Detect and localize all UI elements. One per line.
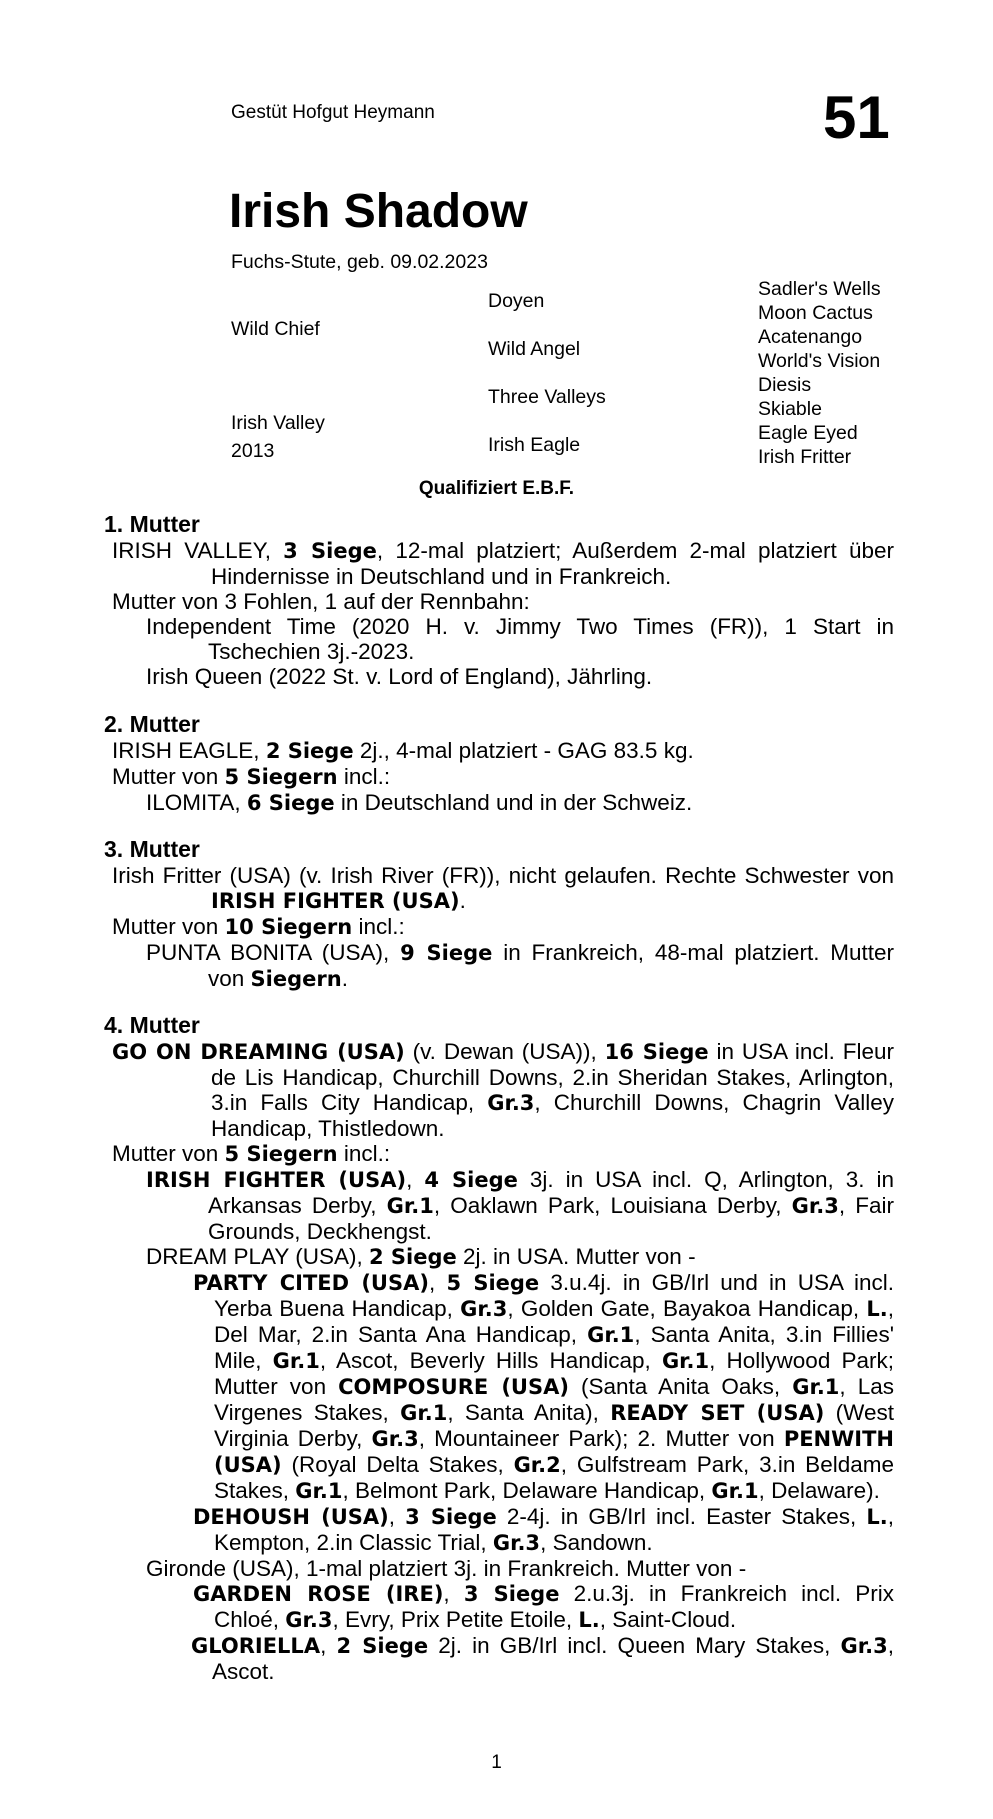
bold-text-run: Gr.3 bbox=[371, 1427, 419, 1451]
section-heading: 3. Mutter bbox=[104, 836, 200, 862]
pedigree-grandparent: Wild Angel bbox=[488, 338, 581, 360]
text-run: PUNTA BONITA (USA), bbox=[146, 940, 401, 965]
bold-text-run: Gr.3 bbox=[492, 1531, 541, 1555]
bold-text-run: Gr.2 bbox=[513, 1453, 561, 1477]
bold-text-run: IRISH FIGHTER (USA) bbox=[146, 1168, 407, 1192]
bold-text-run: Siegern bbox=[250, 967, 342, 991]
bold-text-run: Gr.1 bbox=[295, 1479, 343, 1503]
grandproduce-entry bbox=[104, 1504, 894, 1556]
text-run: 3j. in USA incl. Q, Arlington, 3. in Arkansas Derby, bbox=[208, 1167, 894, 1218]
bold-text-run: GLORIELLA bbox=[191, 1634, 321, 1658]
text-run: , bbox=[388, 1504, 406, 1529]
bold-text-run: 3 Siege bbox=[283, 539, 377, 563]
pedigree-great-grandparent: Moon Cactus bbox=[758, 302, 873, 324]
pedigree-sire: Wild Chief bbox=[231, 318, 320, 340]
bold-text-run: 5 Siegern bbox=[224, 1142, 338, 1166]
text-run: , Oaklawn Park, Louisiana Derby, bbox=[433, 1193, 792, 1218]
section-fourth-dam bbox=[104, 1012, 894, 1684]
bold-text-run: 4 Siege bbox=[424, 1168, 518, 1192]
text-run: , Santa Anita, 3.in Fillies' Mile, bbox=[214, 1322, 894, 1373]
produce-summary bbox=[104, 764, 894, 790]
grandproduce-entry bbox=[104, 1270, 894, 1504]
bold-text-run: Gr.1 bbox=[587, 1323, 635, 1347]
text-run: DREAM PLAY (USA), bbox=[146, 1244, 369, 1269]
text-run: , Santa Anita), bbox=[447, 1400, 611, 1425]
text-run: , Hollywood Park; Mutter von bbox=[214, 1348, 894, 1399]
text-run: Mutter von bbox=[112, 764, 225, 789]
bold-text-run: Gr.1 bbox=[386, 1194, 434, 1218]
bold-text-run: 5 Siege bbox=[446, 1271, 540, 1295]
text-run: , bbox=[320, 1633, 337, 1658]
pedigree-great-grandparent: World's Vision bbox=[758, 350, 881, 372]
text-run: , Las Virgenes Stakes, bbox=[214, 1374, 894, 1425]
bold-text-run: GO ON DREAMING (USA) bbox=[112, 1040, 405, 1064]
produce-entry bbox=[104, 1244, 894, 1270]
bold-text-run: Gr.1 bbox=[400, 1401, 448, 1425]
text-run: , bbox=[406, 1167, 425, 1192]
section-second-dam bbox=[104, 711, 894, 816]
pedigree-great-grandparent: Sadler's Wells bbox=[758, 278, 881, 300]
bold-text-run: GARDEN ROSE (IRE) bbox=[193, 1582, 444, 1606]
text-run: IRISH EAGLE, bbox=[112, 738, 266, 763]
text-run: , Gulfstream Park, 3.in Beldame Stakes, bbox=[214, 1452, 894, 1503]
text-run: . bbox=[341, 966, 348, 991]
bold-text-run: 6 Siege bbox=[246, 791, 335, 815]
produce-entry bbox=[104, 1556, 894, 1581]
dam-record bbox=[104, 738, 894, 764]
pedigree-great-grandparent: Irish Fritter bbox=[758, 446, 852, 468]
text-run: , Fair Grounds, Deckhengst. bbox=[208, 1193, 894, 1244]
text-run: (v. Dewan (USA)), bbox=[404, 1039, 605, 1064]
text-run: , bbox=[428, 1270, 447, 1295]
text-run: , Saint-Cloud. bbox=[599, 1607, 737, 1632]
bold-text-run: READY SET (USA) bbox=[610, 1401, 825, 1425]
bold-text-run: Gr.3 bbox=[791, 1194, 839, 1218]
text-run: 2.u.3j. in Frankreich incl. Prix Chloé, bbox=[214, 1581, 894, 1632]
bold-text-run: PENWITH (USA) bbox=[214, 1427, 895, 1477]
pedigree-great-grandparent: Eagle Eyed bbox=[758, 422, 858, 444]
section-heading: 4. Mutter bbox=[104, 1012, 200, 1038]
horse-name: Irish Shadow bbox=[229, 185, 528, 238]
text-run: 2j., 4-mal platziert - GAG 83.5 kg. bbox=[353, 738, 694, 763]
text-run: Irish Queen (2022 St. v. Lord of England), Jährling. bbox=[146, 664, 653, 689]
text-run: Gironde (USA), 1-mal platziert 3j. in Frankreich. Mutter von - bbox=[146, 1556, 747, 1581]
text-run: 2-4j. in GB/Irl incl. Easter Stakes, bbox=[496, 1504, 867, 1529]
text-run: 2j. in GB/Irl incl. Queen Mary Stakes, bbox=[428, 1633, 841, 1658]
section-heading: 1. Mutter bbox=[104, 511, 200, 537]
pedigree-grandparent: Doyen bbox=[488, 290, 545, 312]
pedigree-grandparent: Three Valleys bbox=[488, 386, 606, 408]
text-run: Irish Fritter (USA) (v. Irish River (FR)), nicht gelaufen. Rechte Schwester von bbox=[112, 863, 894, 888]
text-run: , Ascot. bbox=[212, 1633, 895, 1684]
dam-record bbox=[104, 538, 894, 589]
text-run: incl.: bbox=[337, 764, 391, 789]
text-run: , Churchill Downs, Chagrin Valley Handicap, Thistledown. bbox=[211, 1090, 894, 1141]
bold-text-run: Gr.1 bbox=[711, 1479, 759, 1503]
horse-subtitle: Fuchs-Stute, geb. 09.02.2023 bbox=[231, 251, 488, 273]
qualification-note: Qualifiziert E.B.F. bbox=[418, 478, 575, 499]
bold-text-run: 2 Siege bbox=[265, 739, 354, 763]
dam-record bbox=[104, 863, 894, 914]
text-run: , 12-mal platziert; Außerdem 2-mal platziert über Hindernisse in Deutschland und in Frankreich. bbox=[211, 538, 895, 589]
section-first-dam bbox=[104, 511, 894, 689]
text-run: ILOMITA, bbox=[146, 790, 247, 815]
text-run: Mutter von bbox=[112, 914, 225, 939]
produce-summary bbox=[104, 589, 894, 614]
text-run: . bbox=[459, 888, 466, 913]
bold-text-run: L. bbox=[866, 1297, 888, 1321]
bold-text-run: 5 Siegern bbox=[224, 765, 338, 789]
bold-text-run: Gr.1 bbox=[792, 1375, 840, 1399]
produce-entry bbox=[104, 614, 894, 664]
produce-entry bbox=[104, 664, 894, 689]
grandproduce-entry bbox=[104, 1581, 894, 1633]
text-run: , Kempton, 2.in Classic Trial, bbox=[214, 1504, 894, 1555]
section-third-dam bbox=[104, 836, 894, 992]
text-run: in Frankreich, 48-mal platziert. Mutter von bbox=[208, 940, 895, 991]
bold-text-run: Gr.1 bbox=[272, 1349, 320, 1373]
bold-text-run: IRISH FIGHTER (USA) bbox=[211, 889, 460, 913]
text-run: 3.u.4j. in GB/Irl und in USA incl. Yerba Buena Handicap, bbox=[214, 1270, 894, 1321]
text-run: IRISH VALLEY, bbox=[112, 538, 284, 563]
pedigree-dam: Irish Valley bbox=[231, 412, 325, 434]
lot-number: 51 bbox=[823, 84, 890, 151]
text-run: , Ascot, Beverly Hills Handicap, bbox=[319, 1348, 662, 1373]
grandproduce-entry bbox=[104, 1633, 894, 1684]
bold-text-run: 3 Siege bbox=[463, 1582, 560, 1606]
page-number: 1 bbox=[491, 1752, 502, 1773]
text-run: , Sandown. bbox=[540, 1530, 653, 1555]
text-run: (Royal Delta Stakes, bbox=[281, 1452, 514, 1477]
bold-text-run: 9 Siege bbox=[400, 941, 493, 965]
text-run: , bbox=[443, 1581, 464, 1606]
bold-text-run: L. bbox=[866, 1505, 888, 1529]
text-run: incl.: bbox=[352, 914, 405, 939]
bold-text-run: 10 Siegern bbox=[224, 915, 353, 939]
bold-text-run: Gr.3 bbox=[487, 1091, 535, 1115]
bold-text-run: Gr.3 bbox=[840, 1634, 888, 1658]
bold-text-run: Gr.3 bbox=[460, 1297, 508, 1321]
text-run: , Golden Gate, Bayakoa Handicap, bbox=[507, 1296, 867, 1321]
bold-text-run: 3 Siege bbox=[405, 1505, 497, 1529]
pedigree-great-grandparent: Skiable bbox=[758, 398, 822, 420]
text-run: 2j. in USA. Mutter von - bbox=[456, 1244, 696, 1269]
bold-text-run: DEHOUSH (USA) bbox=[193, 1505, 389, 1529]
bold-text-run: 2 Siege bbox=[368, 1245, 457, 1269]
pedigree-grandparent: Irish Eagle bbox=[488, 434, 581, 456]
bold-text-run: COMPOSURE (USA) bbox=[338, 1375, 569, 1399]
dam-record bbox=[104, 1039, 894, 1141]
bold-text-run: L. bbox=[578, 1608, 600, 1632]
text-run: Mutter von bbox=[112, 1141, 225, 1166]
text-run: in USA incl. Fleur de Lis Handicap, Churchill Downs, 2.in Sheridan Stakes, Arlington, 3.in Falls City Handicap, bbox=[211, 1039, 895, 1115]
bold-text-run: Gr.1 bbox=[661, 1349, 710, 1373]
text-run: Mutter von 3 Fohlen, 1 auf der Rennbahn: bbox=[112, 589, 530, 614]
bold-text-run: 16 Siege bbox=[604, 1040, 709, 1064]
bold-text-run: PARTY CITED (USA) bbox=[193, 1271, 429, 1295]
pedigree-great-grandparent: Acatenango bbox=[758, 326, 863, 348]
text-run: (West Virginia Derby, bbox=[214, 1400, 894, 1451]
text-run: , Mountaineer Park); 2. Mutter von bbox=[418, 1426, 784, 1451]
text-run: , Delaware). bbox=[758, 1478, 880, 1503]
produce-summary bbox=[104, 914, 894, 940]
text-run: (Santa Anita Oaks, bbox=[568, 1374, 793, 1399]
pedigree-great-grandparent: Diesis bbox=[758, 374, 812, 396]
text-run: incl.: bbox=[337, 1141, 391, 1166]
section-heading: 2. Mutter bbox=[104, 711, 200, 737]
pedigree-dam-year: 2013 bbox=[231, 440, 275, 462]
stud-name: Gestüt Hofgut Heymann bbox=[231, 102, 435, 123]
bold-text-run: 2 Siege bbox=[336, 1634, 429, 1658]
produce-entry bbox=[104, 940, 894, 992]
text-run: in Deutschland und in der Schweiz. bbox=[334, 790, 693, 815]
produce-summary bbox=[104, 1141, 894, 1167]
bold-text-run: Gr.3 bbox=[285, 1608, 333, 1632]
text-run: , Del Mar, 2.in Santa Ana Handicap, bbox=[214, 1296, 894, 1347]
text-run: Independent Time (2020 H. v. Jimmy Two Times (FR)), 1 Start in Tschechien 3j.-2023. bbox=[146, 614, 894, 664]
text-run: , Belmont Park, Delaware Handicap, bbox=[342, 1478, 712, 1503]
produce-entry bbox=[104, 1167, 894, 1244]
text-run: , Evry, Prix Petite Etoile, bbox=[332, 1607, 579, 1632]
produce-entry bbox=[104, 790, 894, 816]
